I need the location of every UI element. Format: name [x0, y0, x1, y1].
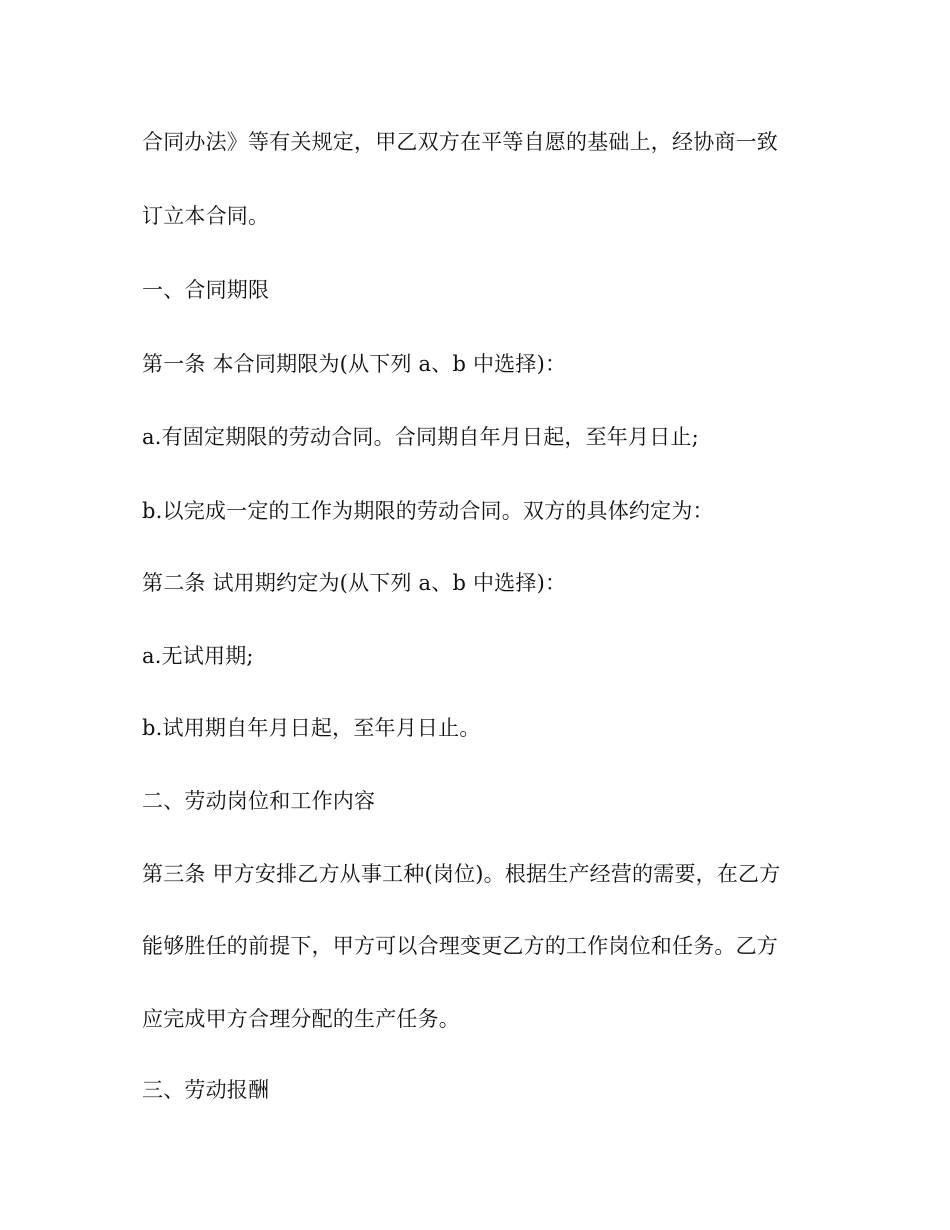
section-heading: 二、劳动岗位和工作内容: [142, 789, 376, 813]
option-line: a.有固定期限的劳动合同。合同期自年月日起，至年月日止;: [142, 425, 699, 449]
option-line: b.以完成一定的工作为期限的劳动合同。双方的具体约定为：: [142, 499, 714, 523]
paragraph-line: 合同办法》等有关规定，甲乙双方在平等自愿的基础上，经协商一致: [142, 130, 778, 154]
paragraph-line: 订立本合同。: [142, 204, 270, 228]
section-heading: 三、劳动报酬: [142, 1078, 270, 1102]
clause-line: 第三条 甲方安排乙方从事工种(岗位)。根据生产经营的需要，在乙方: [142, 862, 781, 886]
section-heading: 一、合同期限: [142, 278, 270, 302]
option-line: a.无试用期;: [142, 644, 254, 668]
paragraph-line: 能够胜任的前提下，甲方可以合理变更乙方的工作岗位和任务。乙方: [142, 934, 778, 958]
paragraph-line: 应完成甲方合理分配的生产任务。: [142, 1007, 460, 1031]
clause-line: 第二条 试用期约定为(从下列 a、b 中选择)：: [142, 571, 567, 595]
clause-line: 第一条 本合同期限为(从下列 a、b 中选择)：: [142, 352, 567, 376]
option-line: b.试用期自年月日起，至年月日止。: [142, 716, 481, 740]
